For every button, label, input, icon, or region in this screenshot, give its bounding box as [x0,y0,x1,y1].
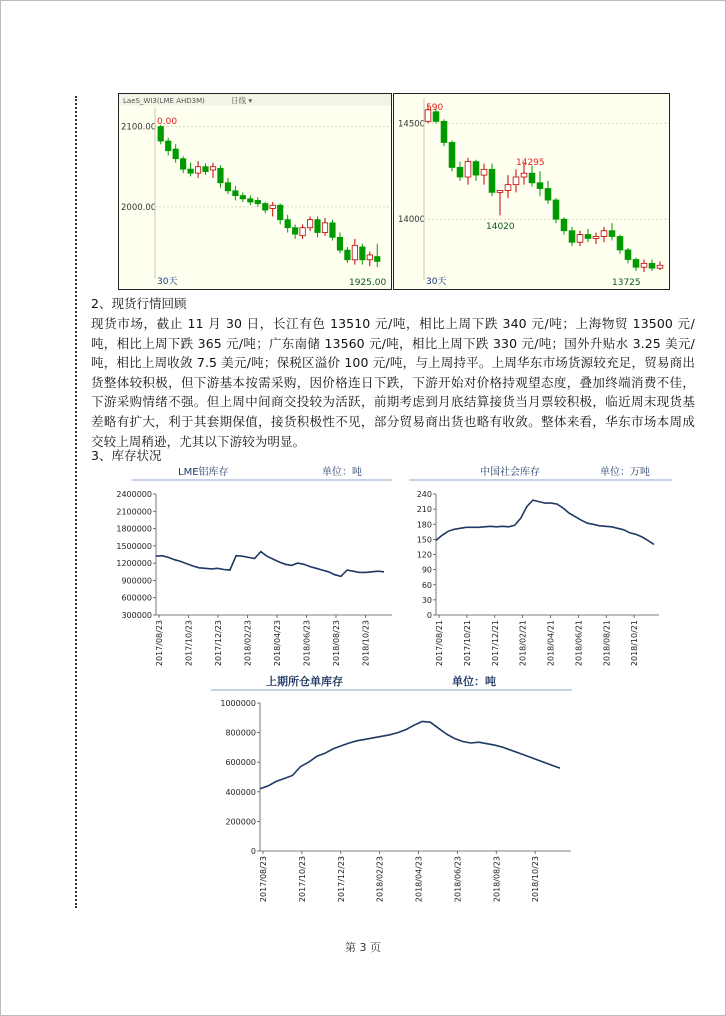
chart-x-tick-label: 2018/10/21 [630,620,640,667]
chart-y-tick-label: 1000000 [220,699,256,708]
candle-body [497,190,503,192]
candle-body [585,235,591,239]
candle-body [218,168,223,182]
kline-mid-high-label: 14295 [516,158,545,168]
candle-body [601,231,607,237]
chart-x-tick-label: 2017/12/21 [490,620,500,667]
page-number: 第 3 页 [345,941,381,954]
chart-y-tick-label: 30 [421,595,432,605]
candle-body [166,141,171,151]
chart-x-tick-label: 2017/08/23 [259,856,268,903]
candle-body [180,159,185,169]
kline-y-tick-label: 2100.00 [121,122,157,133]
chart-x-tick-label: 2018/02/23 [243,620,253,667]
candle-body [203,167,208,172]
candle-body [465,162,471,177]
chart-y-tick-label: 600000 [121,593,152,603]
candle-body [300,228,305,236]
kline-span-label: 30天 [426,277,447,287]
candle-body [233,191,238,196]
candle-body [545,189,551,201]
chart-y-tick-label: 1200000 [116,559,152,569]
shfe-kline-panel [393,93,670,290]
chart-x-tick-label: 2018/06/21 [574,620,584,667]
chart-title: 上期所仓单库存 [266,675,343,688]
lme-kline-panel [118,93,392,290]
candle-body [649,263,655,268]
chart-y-tick-label: 900000 [121,576,152,586]
candle-body [553,200,559,219]
candle-body [240,196,245,199]
candle-body [360,247,365,260]
candle-body [375,257,380,262]
candle-body [457,167,463,177]
chart-x-tick-label: 2018/04/23 [273,620,282,667]
candle-body [433,112,439,122]
candle-body [617,236,623,249]
chart-y-tick-label: 0 [426,611,432,620]
candle-body [513,177,519,185]
chart-unit-label: 单位：万吨 [600,467,650,478]
candle-body [352,245,357,259]
candle-body [473,162,479,175]
chart-x-tick-label: 2017/10/21 [462,620,472,667]
chart-x-tick-label: 2018/10/23 [531,856,541,903]
candle-body [225,183,230,191]
candle-body [337,237,342,250]
section3-title: 3、库存状况 [91,448,162,463]
candle-body [195,167,200,173]
candle-body [609,231,615,237]
candle-body [641,263,647,267]
kline-high-label: 0.00 [157,117,178,127]
chart-y-tick-label: 0 [250,847,256,856]
kline-low-label: 13725 [612,278,641,288]
chart-x-tick-label: 2017/10/23 [297,856,307,903]
candle-body [345,250,350,260]
china-social-inventory-chart [404,460,684,670]
chart-x-tick-label: 2018/06/23 [302,620,312,667]
shfe-kline-chart [394,94,669,289]
chart-y-tick-label: 2100000 [116,507,152,517]
kline-period-label: 日线 ▾ [231,96,253,105]
candle-body [173,149,178,159]
candle-body [625,250,631,260]
chart-y-tick-label: 120 [416,550,432,560]
chart-x-tick-label: 2018/06/23 [453,856,463,903]
kline-span-label: 30天 [157,277,178,287]
chart-x-tick-label: 2017/12/23 [214,620,223,667]
shfe-warrant-inventory-chart [206,668,580,913]
chart-y-tick-label: 60 [421,580,432,590]
candle-body [255,200,260,203]
candle-body [529,173,535,183]
section2-paragraph: 现货市场，截止 11 月 30 日，长江有色 13510 元/吨，相比上周下跌 340 元/吨；上海物贸 13500 元/吨，相比上周下跌 365 元/吨；广东南储 13560 元/吨，相比上周下跌 330 元/吨；国外升贴水 3.25 美元/吨，相比上周收敛 7.5 美元/吨；保税区溢价 100 元/吨，与上周持平。上周华东市场货源较充足，贸易商出货整体较积极，但下游基本按需采购，因价格连日下跌，下游开始对价格持观望态度，叠加终端消费不佳，下游采购情绪不强。但上周中间商交投较为活跃，前期考虑到月底结算接货当月票较积极，临近周末现货基差略有扩大，利于其套期保值，接货积极性不见，部分贸易商出货也略有收敛。整体来看，华东市场本周成交较上周稍逊，尤其以下游较为明显。 [91,316,695,449]
kline-y-tick-label: 14000 [398,215,426,226]
section2-title: 2、现货行情回顾 [91,296,187,311]
chart-series-line [260,722,560,789]
candle-body [278,205,283,219]
candle-body [292,228,297,234]
kline-y-tick-label: 2000.00 [121,202,157,213]
chart-unit-label: 单位：吨 [322,467,362,478]
chart-y-tick-label: 240 [416,490,432,499]
chart-y-tick-label: 400000 [225,787,256,797]
chart-x-tick-label: 2018/08/21 [602,620,612,667]
candle-body [593,236,599,238]
chart-y-tick-label: 90 [421,565,432,575]
candle-body [577,235,583,243]
candle-body [521,173,527,177]
candle-body [188,169,193,173]
chart-y-tick-label: 150 [416,535,432,545]
chart-x-tick-label: 2017/08/23 [155,620,164,667]
chart-y-tick-label: 300000 [121,611,152,620]
chart-x-tick-label: 2018/04/23 [414,856,424,903]
chart-y-tick-label: 200000 [225,817,256,827]
chart-x-tick-label: 2017/12/23 [336,856,346,903]
chart-y-tick-label: 600000 [225,758,256,768]
candle-body [481,169,487,175]
lme-inventory-chart [112,460,402,670]
candle-body [657,265,663,268]
kline-mid-low-label: 14020 [486,222,515,232]
kline-high-label: 590 [426,103,444,113]
candle-body [210,167,215,170]
chart-unit-label: 单位：吨 [452,675,496,688]
candle-body [307,220,312,228]
chart-x-tick-label: 2018/02/23 [375,856,385,903]
candle-body [322,223,327,233]
candle-body [270,205,275,208]
candle-body [561,219,567,231]
candle-body [285,220,290,228]
chart-x-tick-label: 2018/08/23 [492,856,502,903]
lme-kline-chart [119,94,391,289]
chart-y-tick-label: 2400000 [116,490,152,499]
candle-body [263,204,268,210]
chart-y-tick-label: 210 [416,505,432,515]
candle-body [315,220,320,233]
chart-series-line [436,500,654,544]
chart-x-tick-label: 2018/10/23 [361,620,371,667]
candle-body [633,260,639,268]
kline-low-label: 1925.00 [349,278,387,288]
kline-y-tick-label: 14500 [398,119,426,130]
chart-x-tick-label: 2018/02/21 [518,620,528,667]
candle-body [537,183,543,189]
candle-body [569,231,575,243]
chart-y-tick-label: 800000 [225,728,256,738]
left-dotted-rule [75,96,77,908]
chart-y-tick-label: 1500000 [116,541,152,551]
chart-series-line [156,552,384,577]
candle-body [248,199,253,202]
candle-body [449,142,455,167]
chart-x-tick-label: 2017/08/21 [435,620,444,667]
candle-body [330,223,335,237]
candle-body [489,169,495,192]
chart-y-tick-label: 180 [416,520,432,530]
candle-body [158,127,163,141]
candle-body [367,255,372,260]
candle-body [441,121,447,142]
kline-title: LaeS_WI3(LME AHD3M) [123,97,205,105]
chart-title: 中国社会库存 [480,467,540,478]
chart-title: LME铝库存 [178,467,229,478]
chart-x-tick-label: 2018/04/21 [546,620,556,667]
chart-x-tick-label: 2017/10/23 [184,620,194,667]
chart-y-tick-label: 1800000 [116,524,152,534]
chart-x-tick-label: 2018/08/23 [332,620,341,667]
candle-body [505,185,511,191]
